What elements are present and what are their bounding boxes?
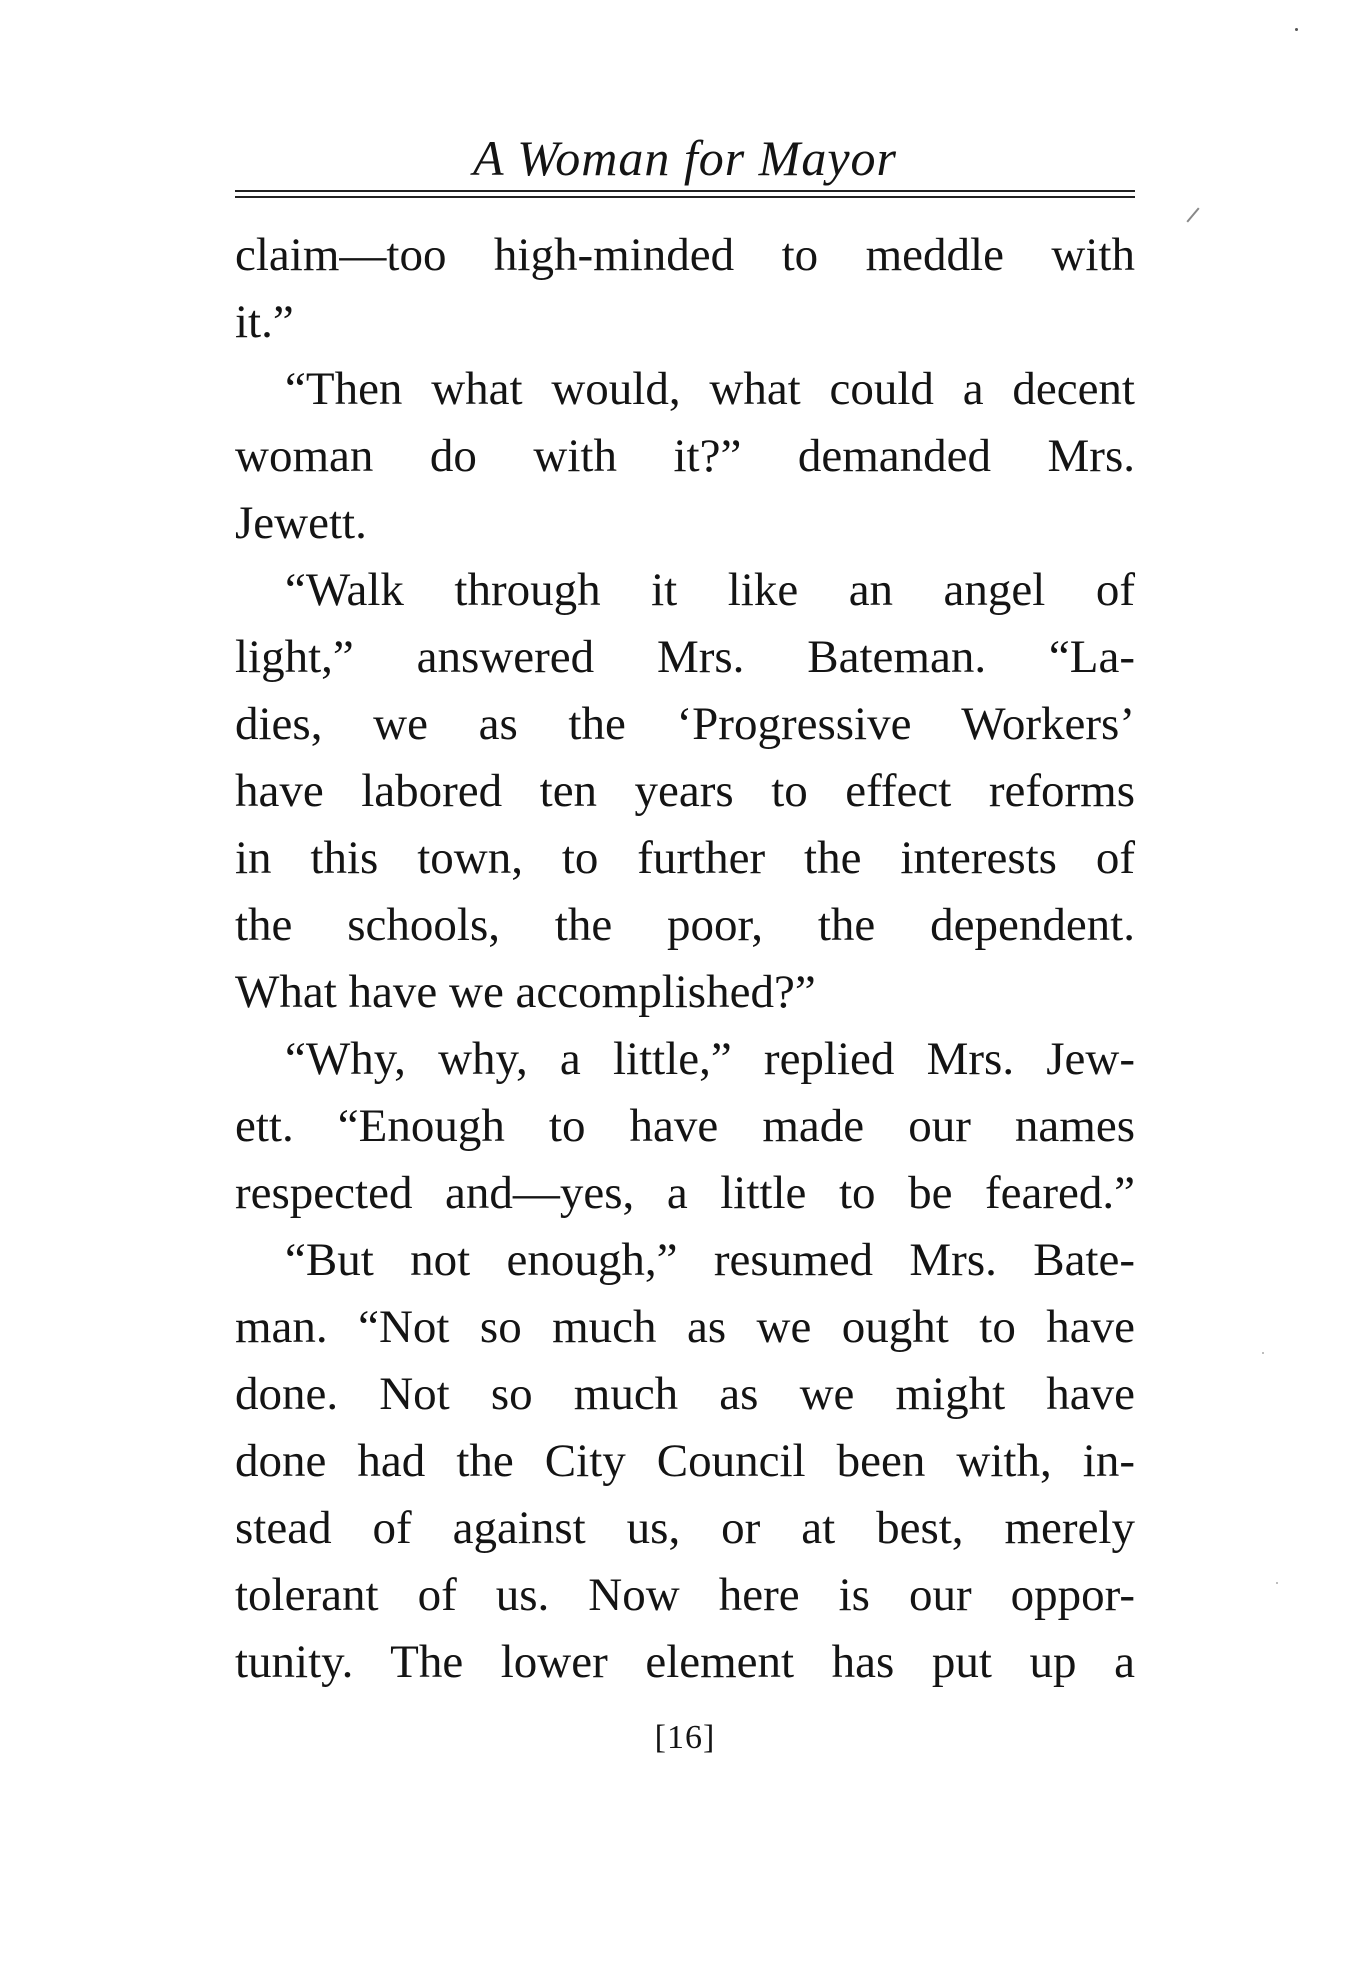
scan-speck	[1276, 1582, 1278, 1584]
text-line: tunity. The lower element has put up a	[235, 1636, 1135, 1688]
double-rule-divider	[235, 190, 1135, 198]
text-line: respected and—yes, a little to be feared.”	[235, 1167, 1135, 1219]
text-line: “Then what would, what could a decent	[285, 363, 1135, 415]
text-line: man. “Not so much as we ought to have	[235, 1301, 1135, 1353]
scan-mark	[1186, 207, 1199, 222]
running-head: A Woman for Mayor	[473, 130, 897, 186]
page-number: [16]	[654, 1719, 716, 1756]
text-line: What have we accomplished?”	[235, 966, 816, 1018]
text-line: stead of against us, or at best, merely	[235, 1502, 1135, 1554]
text-line: woman do with it?” demanded Mrs.	[235, 430, 1135, 482]
text-line: tolerant of us. Now here is our oppor-	[235, 1569, 1135, 1621]
text-line: claim—too high-minded to meddle with	[235, 229, 1135, 281]
text-line: done. Not so much as we might have	[235, 1368, 1135, 1420]
text-line: Jewett.	[235, 497, 367, 549]
text-line: done had the City Council been with, in-	[235, 1435, 1135, 1487]
text-line: have labored ten years to effect reforms	[235, 765, 1135, 817]
text-line: it.”	[235, 296, 294, 348]
text-line: “Why, why, a little,” replied Mrs. Jew-	[285, 1033, 1135, 1085]
text-line: dies, we as the ‘Progressive Workers’	[235, 698, 1135, 750]
text-line: “But not enough,” resumed Mrs. Bate-	[285, 1234, 1135, 1286]
text-line: ett. “Enough to have made our names	[235, 1100, 1135, 1152]
text-line: in this town, to further the interests of	[235, 832, 1135, 884]
scan-speck	[1262, 1352, 1264, 1354]
text-line: the schools, the poor, the dependent.	[235, 899, 1135, 951]
scan-speck	[1295, 28, 1298, 31]
text-line: light,” answered Mrs. Bateman. “La-	[235, 631, 1135, 683]
body-text	[235, 222, 1135, 1696]
text-line: “Walk through it like an angel of	[285, 564, 1135, 616]
